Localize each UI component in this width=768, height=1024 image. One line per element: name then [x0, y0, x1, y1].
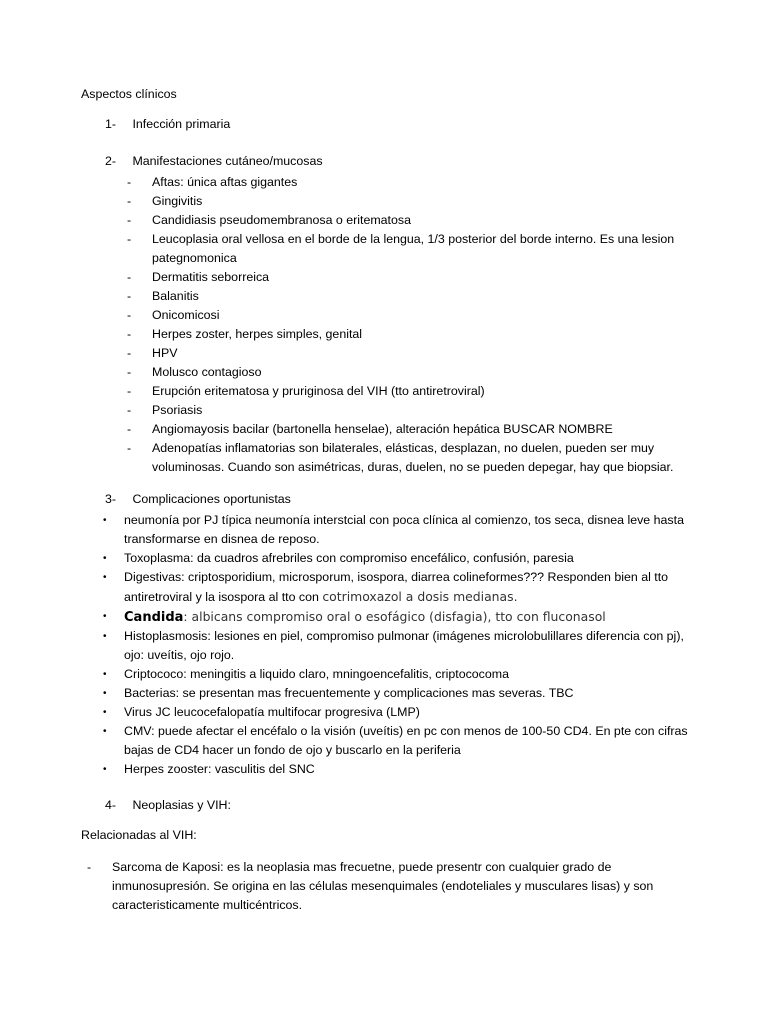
list-item: - HPV — [127, 346, 178, 360]
list-item: • Toxoplasma: da cuadros afrebriles con compromiso encefálico, confusión, paresia — [103, 551, 574, 565]
list-item: • CMV: puede afectar el encéfalo o la visión (uveítis) en pc con menos de 100-50 CD4. En pte con cifras bajas de CD4 hacer un fondo de ojo y buscarlo en la periferia — [103, 724, 688, 757]
list-item: • Bacterias: se presentan mas frecuentemente y complicaciones mas severas. TBC — [103, 686, 574, 700]
list-item: - Candidiasis pseudomembranosa o eritematosa — [127, 213, 411, 227]
page-title: Aspectos clínicos — [81, 87, 177, 101]
section-1-label: Infección primaria — [132, 117, 231, 131]
list-item: • Candida: albicans compromiso oral o esofágico (disfagia), tto con fluconasol — [103, 609, 606, 625]
list-item: - Angiomayosis bacilar (bartonella henselae), alteración hepática BUSCAR NOMBRE — [127, 422, 613, 436]
section-2 — [105, 154, 323, 168]
list-item: - Erupción eritematosa y pruriginosa del VIH (tto antiretroviral) — [127, 384, 485, 398]
section-4 — [105, 798, 231, 812]
mucocutaneous-list — [127, 173, 707, 477]
list-item: - Balanitis — [127, 289, 199, 303]
list-item: - Gingivitis — [127, 194, 203, 208]
section-2-label: Manifestaciones cutáneo/mucosas — [132, 154, 323, 168]
section-3-label: Complicaciones oportunistas — [132, 492, 291, 506]
list-item: • Herpes zooster: vasculitis del SNC — [103, 762, 315, 776]
list-item: - Onicomicosi — [127, 308, 220, 322]
list-item: • Digestivas: criptosporidium, microsporum, isospora, diarrea colineformes??? Responden bien al tto antiretroviral y la isospora al tto con cotrimoxazol a dosis medianas. — [103, 570, 669, 604]
list-item: - Leucoplasia oral vellosa en el borde de la lengua, 1/3 posterior del borde interno. Es una lesion pategnomonica — [127, 232, 675, 265]
section-3 — [105, 492, 291, 506]
list-item: - Psoriasis — [127, 403, 203, 417]
list-item: • Histoplasmosis: lesiones en piel, compromiso pulmonar (imágenes microlobulillares diferencia con pj), ojo: uveítis, ojo rojo. — [103, 629, 684, 662]
list-item: - Herpes zoster, herpes simples, genital — [127, 327, 363, 341]
list-item: • Criptococo: meningitis a liquido claro, mningoencefalitis, criptococoma — [103, 667, 509, 681]
list-item: - Molusco contagioso — [127, 365, 262, 379]
section-4-number: 4- — [105, 798, 117, 812]
section-1 — [105, 117, 230, 131]
section-4-label: Neoplasias y VIH: — [132, 798, 231, 812]
list-item: • Virus JC leucocefalopatía multifocar progresiva (LMP) — [103, 705, 420, 719]
list-item: • neumonía por PJ típica neumonía interstcial con poca clínica al comienzo, tos seca, disnea leve hasta transformarse en disnea de reposo. — [103, 513, 684, 546]
kaposi-list — [87, 858, 707, 915]
section-1-number: 1- — [105, 117, 117, 131]
list-item: - Aftas: única aftas gigantes — [127, 175, 298, 189]
section-2-number: 2- — [105, 154, 117, 168]
section-3-number: 3- — [105, 492, 117, 506]
list-item: - Sarcoma de Kaposi: es la neoplasia mas frecuetne, puede presentr con cualquier grado de inmunosupresión. Se origina en las células mesenquimales (endoteliales y musculares lisas) y son caracteristicamente multicéntricos. — [87, 860, 654, 912]
list-item: - Adenopatías inflamatorias son bilaterales, elásticas, desplazan, no duelen, pueden ser muy voluminosas. Cuando son asimétricas, duras, duelen, no se pueden depegar, hay que biopsiar. — [127, 441, 674, 474]
opportunistic-list — [103, 511, 703, 779]
list-item: - Dermatitis seborreica — [127, 270, 270, 284]
related-heading: Relacionadas al VIH: — [81, 828, 197, 842]
